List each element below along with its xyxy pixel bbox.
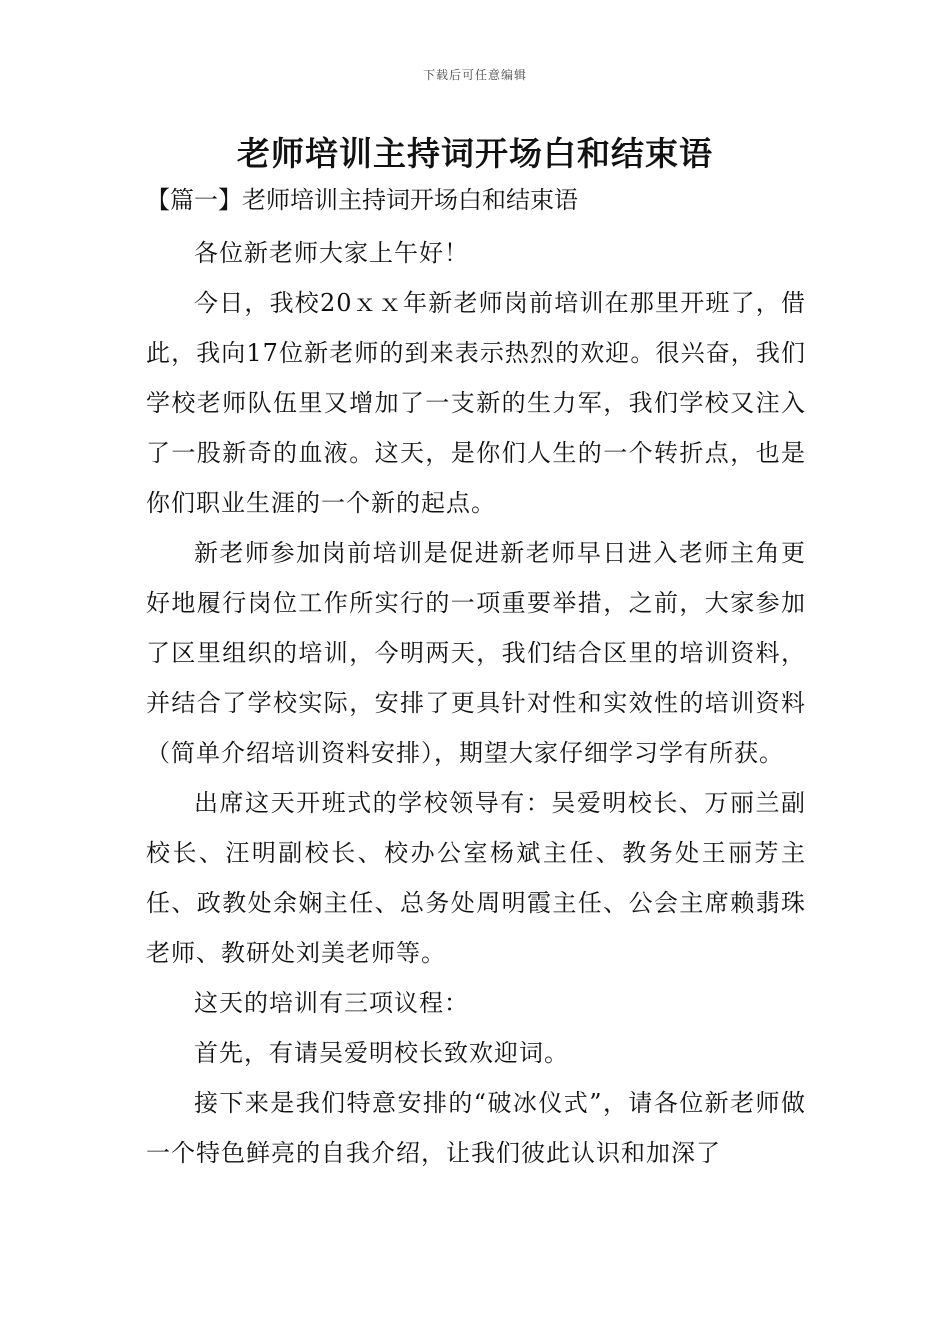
document-body (146, 228, 806, 1178)
paragraph-agenda-first: 首先，有请吴爱明校长致欢迎词。 (194, 1039, 569, 1067)
paragraph-training-purpose: 新老师参加岗前培训是促进新老师早日进入老师主角更好地履行岗位工作所实行的一项重要举措，之前，大家参加了区里组织的培训，今明两天，我们结合区里的培训资料，并结合了学校实际，安排了更具针对性和实效性的培训资料（简单介绍培训资料安排），期望大家仔细学习学有所获。 (146, 539, 806, 767)
paragraph-attending-leaders: 出席这天开班式的学校领导有：吴爱明校长、万丽兰副校长、汪明副校长、校办公室杨斌主任、教务处王丽芳主任、政教处余娴主任、总务处周明霞主任、公会主席赖翡珠老师、教研处刘美老师等。 (146, 789, 806, 967)
paragraph-welcome: 今日，我校20ｘｘ年新老师岗前培训在那里开班了，借此，我向17位新老师的到来表示热烈的欢迎。很兴奋，我们学校老师队伍里又增加了一支新的生力军，我们学校又注入了一股新奇的血液。这天，是你们人生的一个转折点，也是你们职业生涯的一个新的起点。 (146, 289, 806, 517)
paragraph-agenda-icebreaker: 接下来是我们特意安排的“破冰仪式”，请各位新老师做一个特色鲜亮的自我介绍，让我们彼此认识和加深了 (146, 1089, 806, 1167)
document-title: 老师培训主持词开场白和结束语 (237, 134, 713, 173)
paragraph-greeting: 各位新老师大家上午好！ (194, 239, 469, 267)
section-heading: 【篇一】老师培训主持词开场白和结束语 (146, 186, 578, 214)
header-note: 下载后可任意编辑 (422, 68, 527, 82)
paragraph-agenda-intro: 这天的培训有三项议程： (194, 989, 469, 1017)
